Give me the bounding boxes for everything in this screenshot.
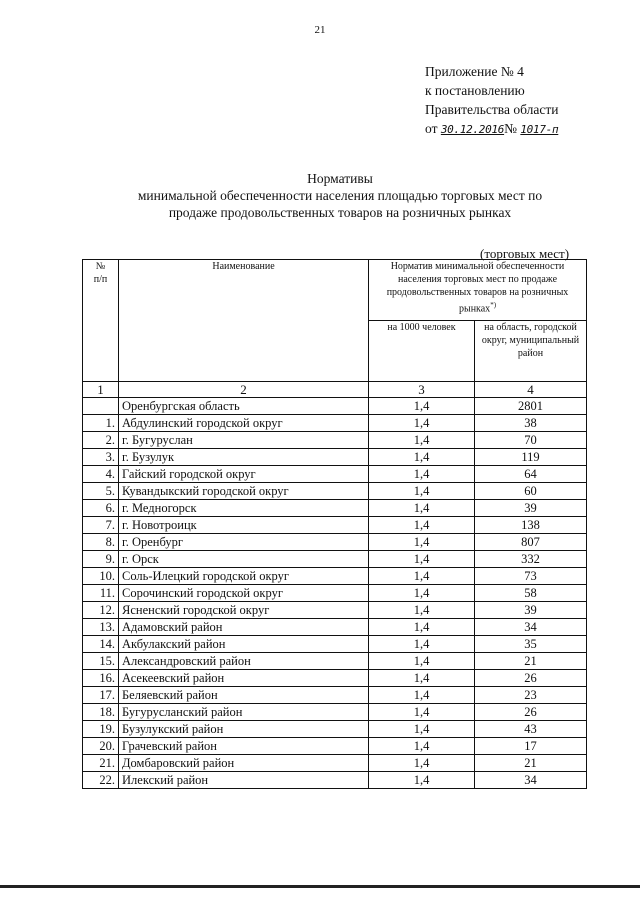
row-name: Ясненский городской округ bbox=[119, 602, 369, 619]
row-index: 22. bbox=[83, 772, 119, 789]
appendix-resolution-line: к постановлению bbox=[425, 83, 525, 98]
appendix-date-prefix: от bbox=[425, 121, 438, 136]
row-total: 70 bbox=[475, 432, 587, 449]
row-index: 13. bbox=[83, 619, 119, 636]
row-index: 16. bbox=[83, 670, 119, 687]
row-index: 19. bbox=[83, 721, 119, 738]
row-name: Адамовский район bbox=[119, 619, 369, 636]
row-total: 60 bbox=[475, 483, 587, 500]
table-row bbox=[83, 432, 587, 449]
row-index: 10. bbox=[83, 568, 119, 585]
row-index: 3. bbox=[83, 449, 119, 466]
title-line-3: продаже продовольственных товаров на розничных рынках bbox=[168, 205, 512, 220]
row-name: Грачевский район bbox=[119, 738, 369, 755]
table-row bbox=[83, 500, 587, 517]
table-row bbox=[83, 653, 587, 670]
row-total: 26 bbox=[475, 670, 587, 687]
row-norm-per-1000: 1,4 bbox=[369, 687, 475, 704]
row-total: 2801 bbox=[475, 398, 587, 415]
header-name: Наименование bbox=[119, 260, 369, 382]
row-total: 73 bbox=[475, 568, 587, 585]
handwritten-number: 1017-п bbox=[520, 123, 559, 136]
row-index: 21. bbox=[83, 755, 119, 772]
row-norm-per-1000: 1,4 bbox=[369, 483, 475, 500]
table-row bbox=[83, 534, 587, 551]
appendix-number-sign: № bbox=[504, 121, 517, 136]
table-row bbox=[83, 517, 587, 534]
header-norm-group: Норматив минимальной обеспеченности населения торговых мест по продаже продовольственных товаров на розничных рынках*) bbox=[369, 260, 587, 321]
row-index: 1. bbox=[83, 415, 119, 432]
title-line-1: Нормативы bbox=[307, 171, 373, 186]
table-row bbox=[83, 398, 587, 415]
row-norm-per-1000: 1,4 bbox=[369, 568, 475, 585]
row-name: Александровский район bbox=[119, 653, 369, 670]
title-line-2: минимальной обеспеченности населения площадью торговых мест по bbox=[137, 188, 543, 203]
row-total: 17 bbox=[475, 738, 587, 755]
table-row bbox=[83, 704, 587, 721]
row-name: Гайский городской округ bbox=[119, 466, 369, 483]
row-name: Беляевский район bbox=[119, 687, 369, 704]
bottom-rule bbox=[0, 885, 640, 888]
row-name: Бугурусланский район bbox=[119, 704, 369, 721]
row-norm-per-1000: 1,4 bbox=[369, 670, 475, 687]
row-norm-per-1000: 1,4 bbox=[369, 738, 475, 755]
row-total: 39 bbox=[475, 602, 587, 619]
row-total: 38 bbox=[475, 415, 587, 432]
header-number: № п/п bbox=[83, 260, 119, 382]
row-index: 14. bbox=[83, 636, 119, 653]
row-index: 20. bbox=[83, 738, 119, 755]
row-norm-per-1000: 1,4 bbox=[369, 602, 475, 619]
row-index bbox=[83, 398, 119, 415]
handwritten-date: 30.12.2016 bbox=[440, 123, 505, 136]
row-name: Кувандыкский городской округ bbox=[119, 483, 369, 500]
row-index: 12. bbox=[83, 602, 119, 619]
row-total: 34 bbox=[475, 772, 587, 789]
row-name: г. Бузулук bbox=[119, 449, 369, 466]
row-total: 35 bbox=[475, 636, 587, 653]
row-index: 15. bbox=[83, 653, 119, 670]
footnote-mark: *) bbox=[490, 301, 497, 309]
row-norm-per-1000: 1,4 bbox=[369, 500, 475, 517]
table-row bbox=[83, 619, 587, 636]
row-index: 9. bbox=[83, 551, 119, 568]
table-row bbox=[83, 466, 587, 483]
row-index: 4. bbox=[83, 466, 119, 483]
table-row bbox=[83, 687, 587, 704]
row-total: 807 bbox=[475, 534, 587, 551]
row-total: 43 bbox=[475, 721, 587, 738]
row-norm-per-1000: 1,4 bbox=[369, 432, 475, 449]
table-row bbox=[83, 738, 587, 755]
row-name: г. Бугуруслан bbox=[119, 432, 369, 449]
row-norm-per-1000: 1,4 bbox=[369, 619, 475, 636]
column-number: 4 bbox=[475, 382, 587, 398]
row-norm-per-1000: 1,4 bbox=[369, 585, 475, 602]
row-norm-per-1000: 1,4 bbox=[369, 517, 475, 534]
row-name: г. Оренбург bbox=[119, 534, 369, 551]
row-index: 7. bbox=[83, 517, 119, 534]
appendix-government-line: Правительства области bbox=[425, 102, 559, 117]
row-name: г. Новотроицк bbox=[119, 517, 369, 534]
column-number: 2 bbox=[119, 382, 369, 398]
table-row bbox=[83, 602, 587, 619]
header-per-region: на область, городской округ, муниципальный район bbox=[475, 321, 587, 382]
row-index: 18. bbox=[83, 704, 119, 721]
row-total: 39 bbox=[475, 500, 587, 517]
row-index: 8. bbox=[83, 534, 119, 551]
row-name: Соль-Илецкий городской округ bbox=[119, 568, 369, 585]
table-row bbox=[83, 772, 587, 789]
row-total: 58 bbox=[475, 585, 587, 602]
row-norm-per-1000: 1,4 bbox=[369, 755, 475, 772]
row-norm-per-1000: 1,4 bbox=[369, 415, 475, 432]
row-norm-per-1000: 1,4 bbox=[369, 534, 475, 551]
column-number-row bbox=[83, 382, 587, 398]
row-norm-per-1000: 1,4 bbox=[369, 704, 475, 721]
header-per-1000: на 1000 человек bbox=[369, 321, 475, 382]
table-row bbox=[83, 721, 587, 738]
row-norm-per-1000: 1,4 bbox=[369, 449, 475, 466]
row-index: 11. bbox=[83, 585, 119, 602]
row-name: Илекский район bbox=[119, 772, 369, 789]
row-name: Оренбургская область bbox=[119, 398, 369, 415]
document-title bbox=[80, 170, 600, 221]
table-row bbox=[83, 636, 587, 653]
row-total: 21 bbox=[475, 755, 587, 772]
column-number: 3 bbox=[369, 382, 475, 398]
row-total: 34 bbox=[475, 619, 587, 636]
row-name: Бузулукский район bbox=[119, 721, 369, 738]
row-name: г. Медногорск bbox=[119, 500, 369, 517]
row-index: 17. bbox=[83, 687, 119, 704]
row-name: Сорочинский городской округ bbox=[119, 585, 369, 602]
row-total: 21 bbox=[475, 653, 587, 670]
table-row bbox=[83, 483, 587, 500]
appendix-title: Приложение № 4 bbox=[425, 64, 524, 79]
table-row bbox=[83, 551, 587, 568]
row-norm-per-1000: 1,4 bbox=[369, 466, 475, 483]
row-norm-per-1000: 1,4 bbox=[369, 653, 475, 670]
row-index: 2. bbox=[83, 432, 119, 449]
table-row bbox=[83, 415, 587, 432]
row-norm-per-1000: 1,4 bbox=[369, 636, 475, 653]
norms-table bbox=[82, 259, 587, 789]
table-row bbox=[83, 449, 587, 466]
row-name: Асекеевский район bbox=[119, 670, 369, 687]
row-total: 64 bbox=[475, 466, 587, 483]
row-norm-per-1000: 1,4 bbox=[369, 398, 475, 415]
row-total: 26 bbox=[475, 704, 587, 721]
row-name: Домбаровский район bbox=[119, 755, 369, 772]
row-name: г. Орск bbox=[119, 551, 369, 568]
appendix-date-line bbox=[425, 119, 558, 139]
row-total: 119 bbox=[475, 449, 587, 466]
table-row bbox=[83, 585, 587, 602]
row-name: Абдулинский городской округ bbox=[119, 415, 369, 432]
appendix-block bbox=[425, 62, 558, 139]
table-row bbox=[83, 568, 587, 585]
column-number: 1 bbox=[83, 382, 119, 398]
row-index: 6. bbox=[83, 500, 119, 517]
row-total: 138 bbox=[475, 517, 587, 534]
page-number: 21 bbox=[314, 24, 326, 36]
row-name: Акбулакский район bbox=[119, 636, 369, 653]
table-row bbox=[83, 670, 587, 687]
row-norm-per-1000: 1,4 bbox=[369, 551, 475, 568]
table-row bbox=[83, 755, 587, 772]
row-norm-per-1000: 1,4 bbox=[369, 772, 475, 789]
row-index: 5. bbox=[83, 483, 119, 500]
row-total: 332 bbox=[475, 551, 587, 568]
unit-note: (торговых мест) bbox=[480, 246, 570, 261]
row-norm-per-1000: 1,4 bbox=[369, 721, 475, 738]
row-total: 23 bbox=[475, 687, 587, 704]
